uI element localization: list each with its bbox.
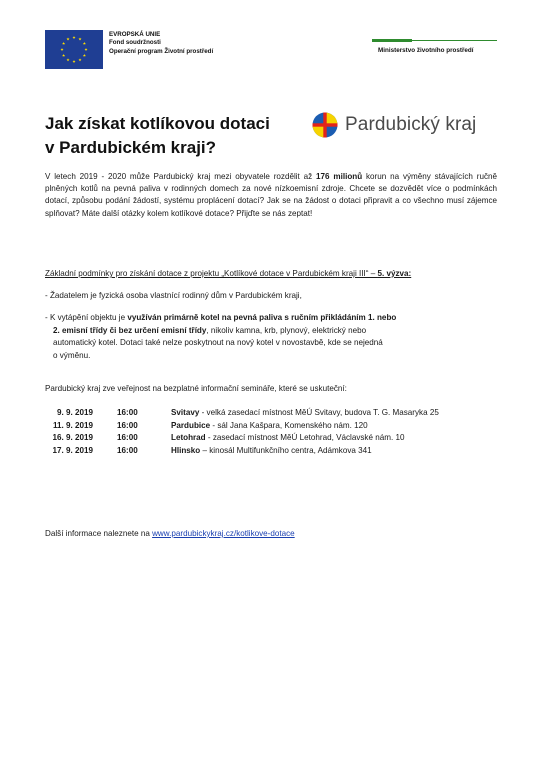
seminar-time: 16:00: [117, 433, 138, 442]
ministry-header: [372, 40, 497, 54]
condition-item-2: [45, 312, 497, 362]
eu-text: [109, 31, 213, 56]
seminar-row: [45, 420, 439, 433]
seminar-time: 16:00: [117, 420, 138, 430]
region-emblem-icon: [312, 112, 338, 138]
eu-star: [72, 60, 75, 63]
seminars-intro: Pardubický kraj zve veřejnost na bezplatné informační semináře, které se uskuteční:: [45, 384, 347, 393]
condition-2-text-c: 2. emisní třídy či bez určení emisní třídy: [53, 325, 207, 335]
more-info-link[interactable]: www.pardubickykraj.cz/kotlikove-dotace: [152, 529, 295, 538]
seminar-detail: - zasedací místnost MěÚ Letohrad, Václavské nám. 10: [205, 433, 405, 442]
title-line-2: v Pardubickém kraji?: [45, 138, 217, 157]
eu-stars-icon: [45, 30, 103, 69]
seminar-date: 11. 9. 2019: [52, 420, 93, 430]
logo-text: Pardubický kraj: [345, 114, 477, 135]
eu-star: [83, 54, 86, 57]
eu-programme: Operační program Životní prostředí: [109, 47, 214, 55]
eu-star: [78, 38, 81, 41]
seminar-place: Svitavy: [171, 408, 200, 417]
eu-fund: Fond soudržnosti: [109, 39, 161, 47]
intro-text-2: korun na výměny stávajících ručně plněných kotlů na pevná paliva v rodinných domech za nové nízkoemisní zdroje. Chcete se dozvědět více o podmínkách dotací, způsobu podání žádostí, systému proplácení dotací? Jak se na žádost o dotaci připravit a co všechno musí zájemce splňovat? Máte další otázky kolem kotlíkové dotace? Přijďte se nás zeptat!: [45, 172, 497, 218]
ministry-line: [372, 40, 497, 41]
seminar-detail: - sál Jana Kašpara, Komenského nám. 120: [210, 420, 368, 430]
eu-star: [66, 38, 69, 41]
eu-star: [83, 42, 86, 45]
more-info-text: Další informace naleznete na: [45, 529, 153, 538]
intro-amount: 176 milionů: [316, 172, 363, 181]
pardubicky-kraj-logo: [312, 112, 476, 138]
condition-2-text-a: - K vytápění objektu je: [45, 313, 128, 322]
condition-2-line-4: [45, 350, 497, 363]
seminar-detail: - velká zasedací místnost MěÚ Svitavy, budova T. G. Masaryka 25: [199, 408, 439, 417]
eu-star: [84, 48, 87, 51]
eu-name: EVROPSKÁ UNIE: [109, 31, 161, 38]
conditions-heading-text: Základní podmínky pro získání dotace z projektu „Kotlíkové dotace v Pardubickém kraji III“ –: [45, 269, 378, 278]
condition-item-1: - Žadatelem je fyzická osoba vlastnící rodinný dům v Pardubickém kraji,: [45, 291, 302, 300]
ministry-name: Ministerstvo životního prostředí: [378, 47, 474, 54]
seminar-detail: – kinosál Multifunkčního centra, Adámkova 341: [200, 445, 372, 455]
conditions-heading-call: 5. výzva: [377, 269, 409, 278]
title-line-1: Jak získat kotlíkovou dotaci: [45, 114, 270, 133]
seminar-place: Hlinsko: [171, 445, 201, 455]
intro-text-1: V letech 2019 - 2020 může Pardubický kraj mezi obyvatele rozdělit až: [45, 172, 317, 181]
page-title: [45, 112, 270, 160]
eu-star: [66, 58, 69, 61]
seminar-date: 17. 9. 2019: [52, 445, 93, 455]
seminar-row: [45, 432, 439, 445]
conditions-heading: [45, 269, 411, 278]
seminar-date: 16. 9. 2019: [52, 433, 93, 442]
eu-flag-logo: [45, 30, 103, 69]
seminar-date: 9. 9. 2019: [56, 408, 93, 417]
condition-2-text-f: o výměnu.: [53, 350, 91, 360]
seminar-place: Letohrad: [171, 433, 206, 442]
eu-star: [62, 54, 65, 57]
eu-star: [72, 36, 75, 39]
seminar-place: Pardubice: [171, 420, 211, 430]
seminar-row: [45, 445, 439, 458]
seminar-time: 16:00: [117, 445, 138, 455]
seminar-time: 16:00: [117, 408, 138, 417]
condition-2-line-2: [45, 325, 497, 338]
condition-2-text-b: využíván primárně kotel na pevná paliva s ručním přikládáním 1. nebo: [127, 313, 397, 322]
eu-header: [45, 30, 213, 69]
condition-2-line-1: [45, 312, 497, 325]
intro-paragraph: [45, 171, 497, 220]
condition-2-text-e: automatický kotel. Dotaci také nelze poskytnout na nový kotel v novostavbě, kde se nejedná: [53, 338, 383, 348]
condition-2-line-3: [45, 337, 497, 350]
seminar-row: [45, 407, 439, 420]
condition-2-text-d: , nikoliv kamna, krb, plynový, elektrický nebo: [206, 325, 367, 335]
eu-star: [78, 58, 81, 61]
more-info: [45, 529, 295, 538]
eu-star: [60, 48, 63, 51]
seminar-schedule: [45, 407, 439, 457]
eu-star: [62, 42, 65, 45]
conditions-heading-colon: :: [408, 269, 412, 278]
